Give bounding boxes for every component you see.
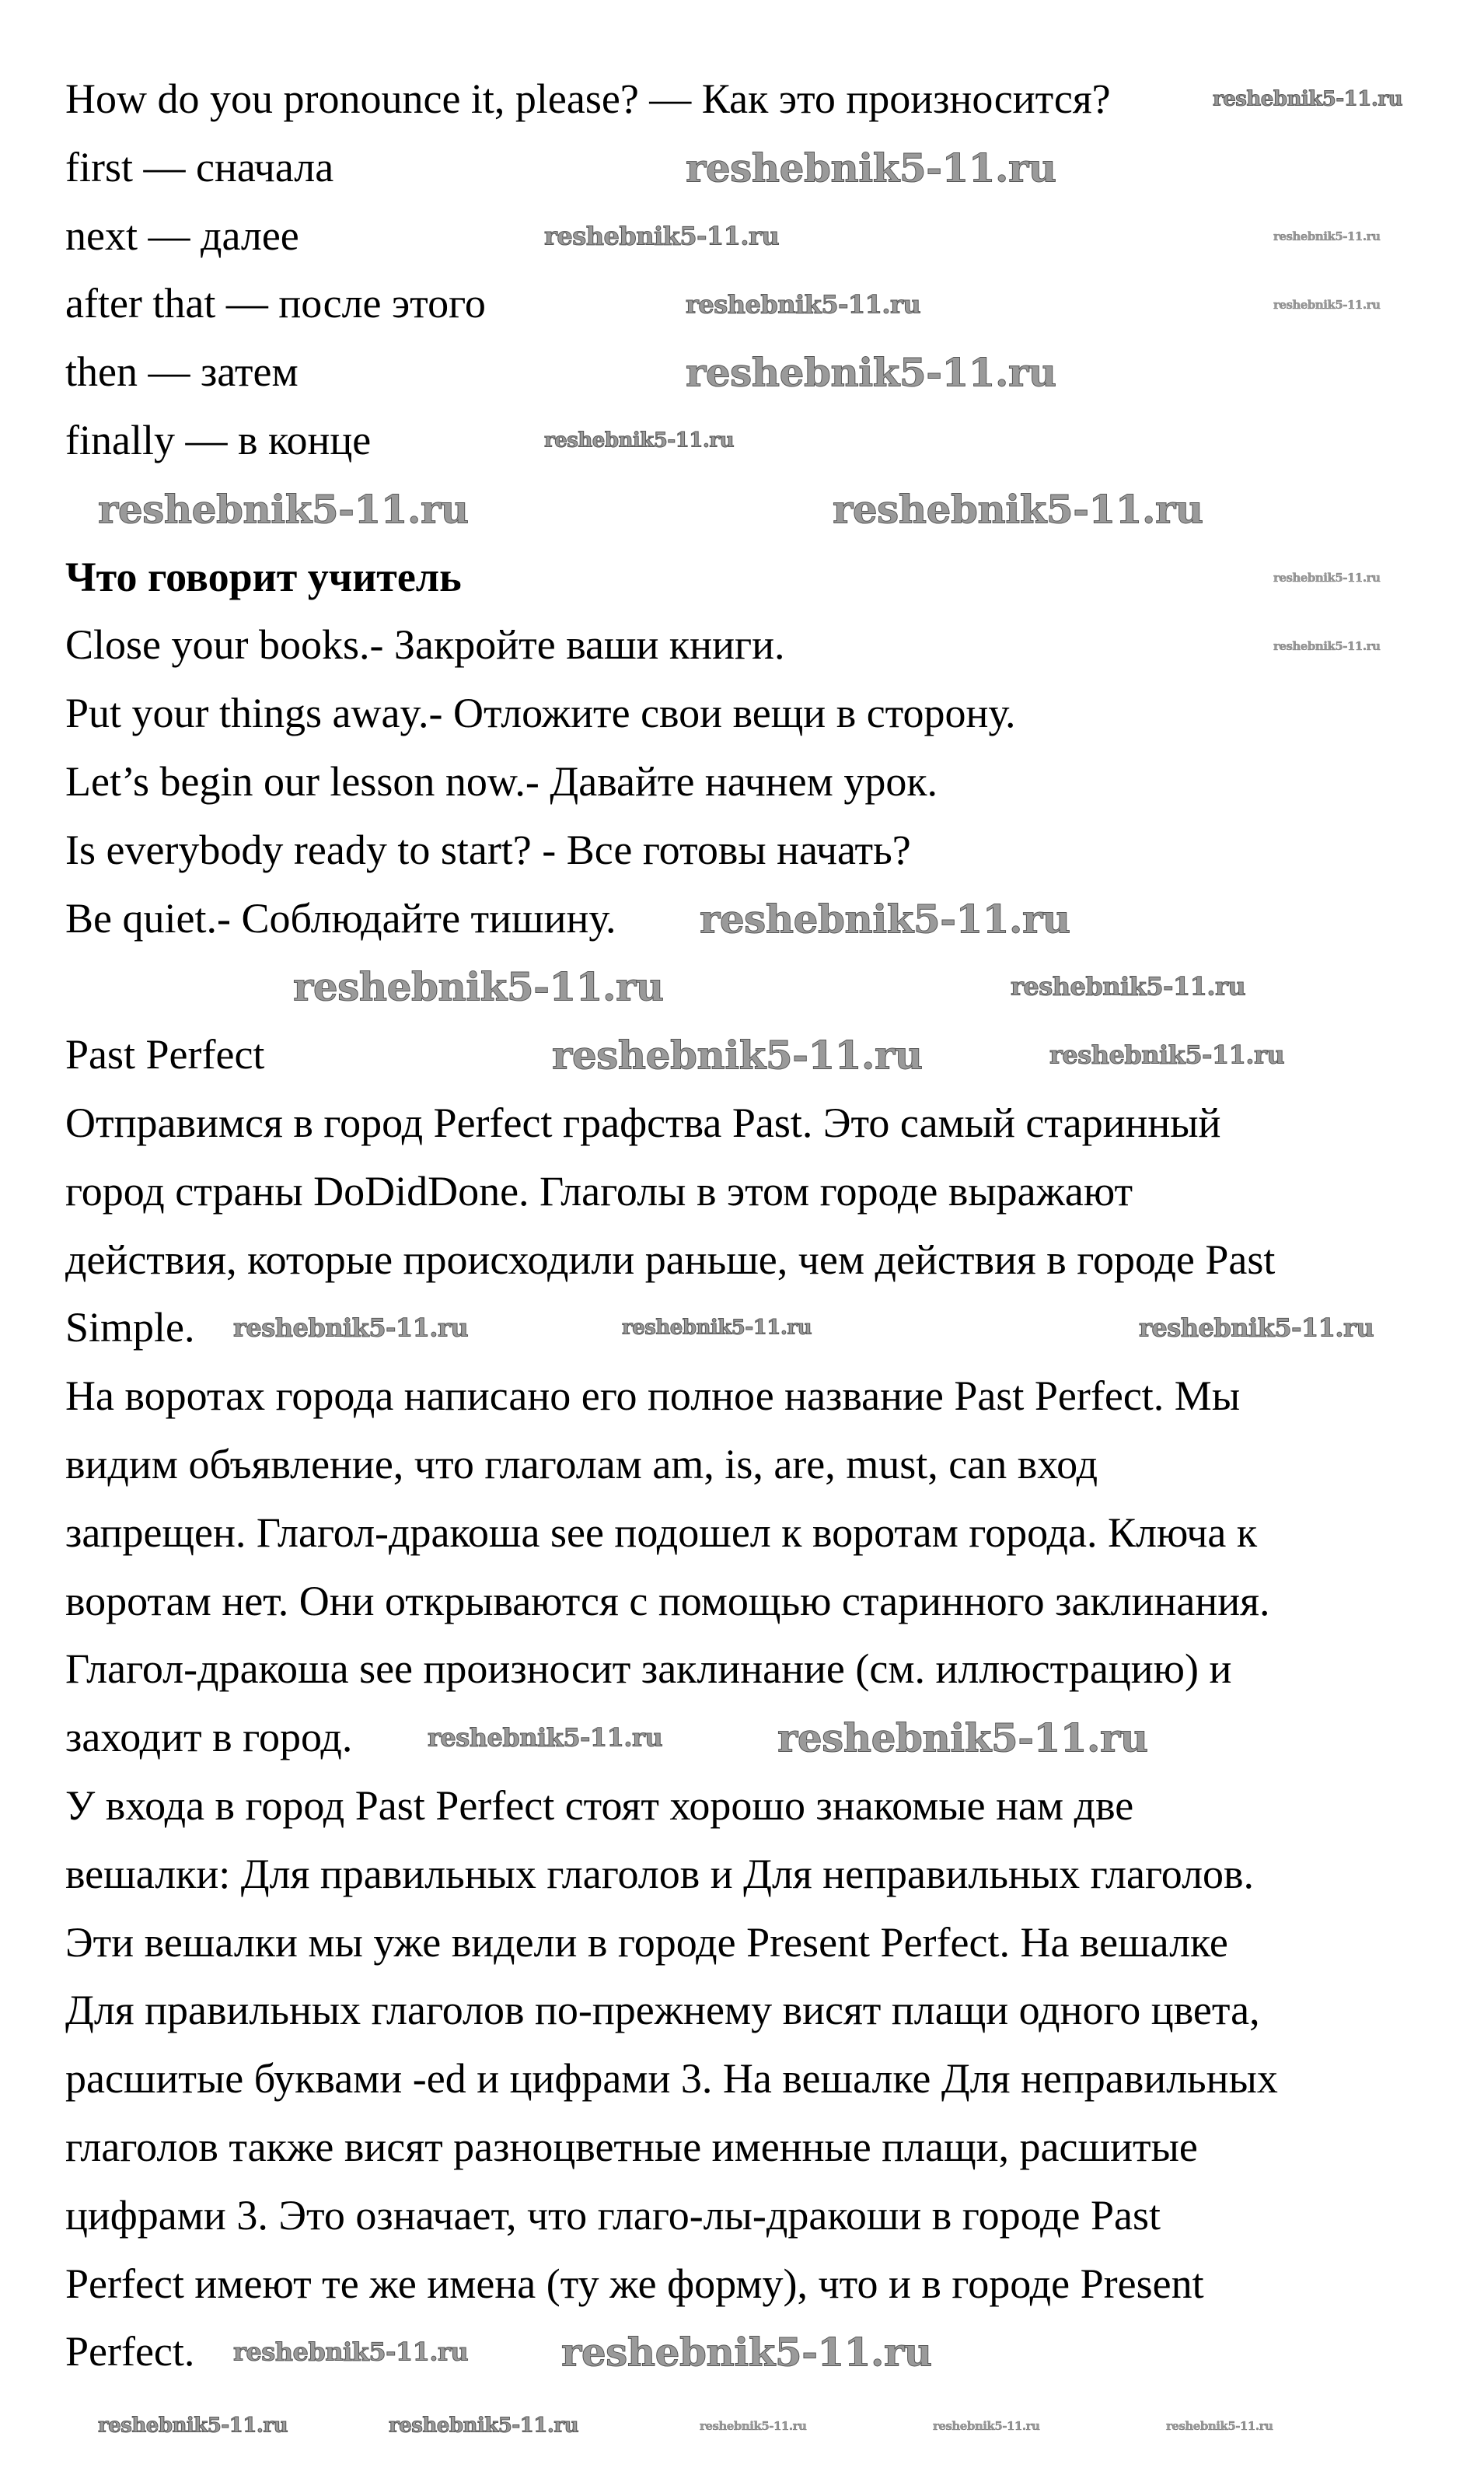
watermark-text: reshebnik5-11.ru	[686, 145, 1056, 191]
watermark-text: reshebnik5-11.ru	[1273, 638, 1381, 653]
body-line: цифрами 3. Это означает, что глаго-лы-дракоши в городе Past	[65, 2191, 1161, 2239]
body-line: город страны DoDidDone. Глаголы в этом городе выражают	[65, 1167, 1133, 1215]
watermark-text: reshebnik5-11.ru	[700, 2418, 807, 2433]
watermark-text: reshebnik5-11.ru	[777, 1715, 1148, 1761]
watermark-text: reshebnik5-11.ru	[98, 486, 469, 533]
watermark-text: reshebnik5-11.ru	[1273, 570, 1381, 585]
body-line: Perfect.	[65, 2328, 195, 2375]
body-line: запрещен. Глагол-дракоша see подошел к воротам города. Ключа к	[65, 1508, 1258, 1556]
phrase-line: Is everybody ready to start? - Все готовы начать?	[65, 826, 911, 873]
body-line: вешалки: Для правильных глаголов и Для неправильных глаголов.	[65, 1850, 1255, 1897]
body-line: воротам нет. Они открываются с помощью старинного заклинания.	[65, 1577, 1270, 1624]
watermark-text: reshebnik5-11.ru	[1273, 297, 1381, 312]
vocab-line: finally — в конце	[65, 416, 372, 463]
vocab-line: then — затем	[65, 348, 299, 396]
body-text	[65, 1089, 1465, 2386]
watermark-text: reshebnik5-11.ru	[561, 2329, 932, 2375]
watermark-text: reshebnik5-11.ru	[552, 1032, 923, 1078]
body-line: глаголов также висят разноцветные именные плащи, расшитые	[65, 2123, 1198, 2170]
watermark-text: reshebnik5-11.ru	[544, 221, 780, 251]
body-line: У входа в город Past Perfect стоят хорошо знакомые нам две	[65, 1781, 1134, 1829]
phrase-line: Be quiet.- Соблюдайте тишину.	[65, 894, 616, 942]
vocab-line: first — сначала	[65, 143, 334, 191]
phrase-line: Let’s begin our lesson now.- Давайте начнем урок.	[65, 757, 938, 805]
watermark-text: reshebnik5-11.ru	[233, 2337, 469, 2367]
watermark-text: reshebnik5-11.ru	[686, 349, 1056, 396]
watermark-text: reshebnik5-11.ru	[833, 486, 1203, 533]
watermark-text: reshebnik5-11.ru	[1166, 2418, 1273, 2433]
section-title: Past Perfect	[65, 1031, 265, 1078]
watermark-text: reshebnik5-11.ru	[428, 1722, 663, 1753]
watermark-text: reshebnik5-11.ru	[1273, 229, 1381, 243]
watermark-text: reshebnik5-11.ru	[1213, 87, 1403, 111]
watermark-text: reshebnik5-11.ru	[1011, 971, 1246, 1002]
spacer	[65, 953, 1465, 1021]
body-line: видим объявление, что глаголам am, is, are, must, can вход	[65, 1440, 1098, 1487]
vocab-line: next — далее	[65, 211, 299, 259]
watermark-text: reshebnik5-11.ru	[622, 1316, 812, 1340]
body-line: Для правильных глаголов по-прежнему висят плащи одного цвета,	[65, 1987, 1260, 2034]
body-line: Глагол-дракоша see произносит заклинание (см. иллюстрацию) и	[65, 1645, 1232, 1693]
watermark-text: reshebnik5-11.ru	[389, 2414, 579, 2438]
watermark-text: reshebnik5-11.ru	[686, 289, 921, 320]
watermark-text: reshebnik5-11.ru	[293, 963, 664, 1010]
body-line: Perfect имеют те же имена (ту же форму), что и в городе Present	[65, 2260, 1204, 2307]
phrase-line: Close your books.- Закройте ваши книги.	[65, 621, 785, 669]
watermark-text: reshebnik5-11.ru	[233, 1313, 469, 1343]
body-line: На воротах города написано его полное название Past Perfect. Мы	[65, 1372, 1241, 1420]
watermark-text: reshebnik5-11.ru	[1049, 1040, 1285, 1070]
body-line: действия, которые происходили раньше, чем действия в городе Past	[65, 1236, 1276, 1283]
body-line: Эти вешалки мы уже видели в городе Present Perfect. На вешалке	[65, 1918, 1228, 1966]
vocab-line: after that — после этого	[65, 280, 486, 327]
watermark-text: reshebnik5-11.ru	[700, 896, 1070, 942]
watermark-text: reshebnik5-11.ru	[98, 2414, 288, 2438]
body-line: расшитые буквами -ed и цифрами 3. На вешалке Для неправильных	[65, 2055, 1278, 2103]
section-heading: Что говорит учитель	[65, 553, 462, 600]
vocab-line: How do you pronounce it, please? — Как это произносится?	[65, 75, 1111, 122]
phrase-line: Put your things away.- Отложите свои вещи в сторону.	[65, 690, 1016, 737]
body-line: Simple.	[65, 1304, 195, 1351]
watermark-text: reshebnik5-11.ru	[933, 2418, 1040, 2433]
watermark-text: reshebnik5-11.ru	[544, 428, 735, 453]
document-page	[65, 65, 1465, 2386]
body-line: заходит в город.	[65, 1714, 353, 1761]
body-line: Отправимся в город Perfect графства Past. Это самый старинный	[65, 1099, 1221, 1146]
watermark-text: reshebnik5-11.ru	[1139, 1313, 1374, 1343]
